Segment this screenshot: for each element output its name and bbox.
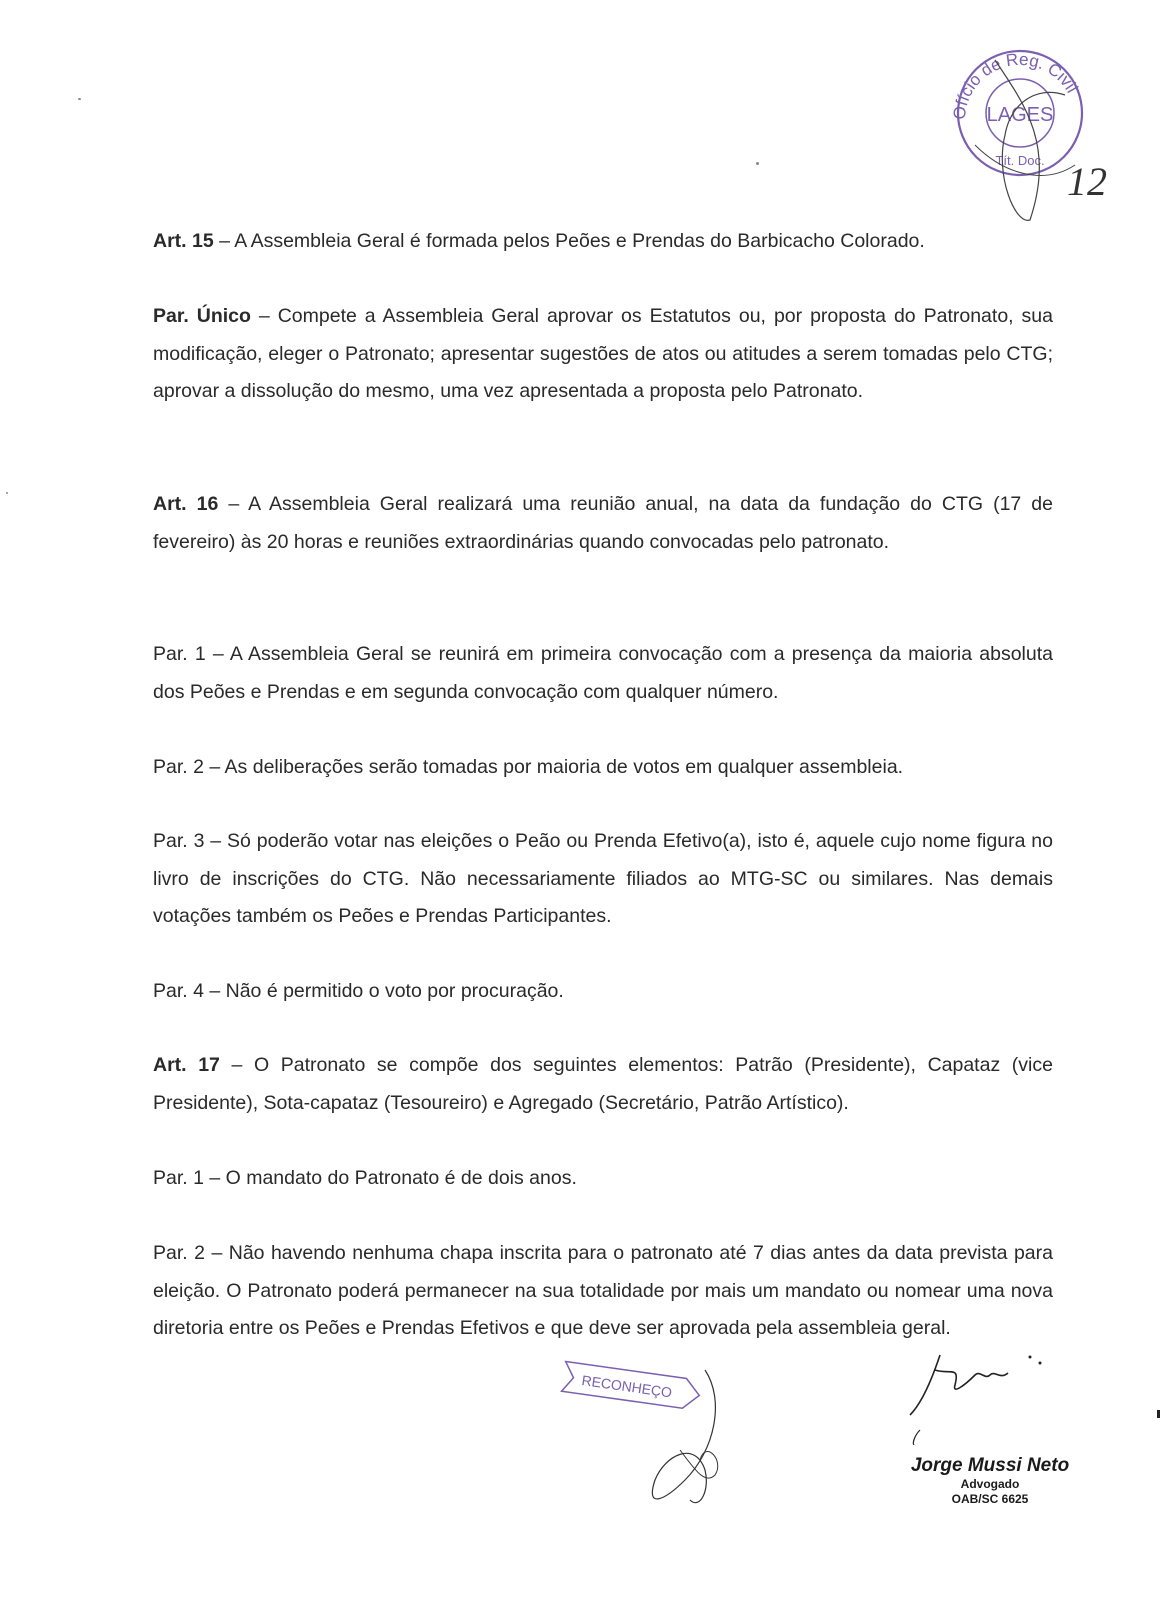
signature-block bbox=[880, 1455, 1100, 1507]
stamp-lower-text: Tít. Doc. bbox=[995, 153, 1045, 168]
scan-speck bbox=[756, 162, 759, 165]
signature-scribble bbox=[995, 60, 1065, 220]
article-label: Art. 16 bbox=[153, 493, 219, 515]
paragraph-text: Par. 3 – Só poderão votar nas eleições o Peão ou Prenda Efetivo(a), isto é, aquele cujo nome figura no livro de inscrições do CTG. Não necessariamente filiados ao MTG-SC ou similares. Nas demais votações também os Peões e Prendas Participantes. bbox=[153, 830, 1053, 927]
paragraph-text: – A Assembleia Geral realizará uma reunião anual, na data da fundação do CTG (17 de fevereiro) às 20 horas e reuniões extraordinárias quando convocadas pelo patronato. bbox=[153, 493, 1053, 553]
recognition-stamp bbox=[555, 1360, 765, 1520]
paragraph-text: Par. 2 – Não havendo nenhuma chapa inscrita para o patronato até 7 dias antes da data prevista para eleição. O Patronato poderá permanecer na sua totalidade por mais um mandato ou nomear uma nova diretoria entre os Peões e Prendas Efetivos e que deve ser aprovada pela assembleia geral. bbox=[153, 1242, 1053, 1339]
scan-speck bbox=[6, 492, 8, 494]
signer-name: Jorge Mussi Neto bbox=[910, 1455, 1070, 1476]
stamp-ring-text: Ofício de Reg. Civil bbox=[949, 49, 1082, 121]
paragraph-art-16 bbox=[153, 486, 1053, 561]
paragraph-text: – A Assembleia Geral é formada pelos Peões e Prendas do Barbicacho Colorado. bbox=[213, 230, 925, 252]
lawyer-handwritten-signature bbox=[890, 1335, 1060, 1445]
paragraph-text: Par. 1 – A Assembleia Geral se reunirá em primeira convocação com a presença da maioria absoluta dos Peões e Prendas e em segunda convocação com qualquer número. bbox=[153, 643, 1053, 703]
paragraph-art-16-par-2 bbox=[153, 749, 1053, 787]
paragraph-text: Par. 2 – As deliberações serão tomadas por maioria de votos em qualquer assembleia. bbox=[153, 756, 904, 778]
paragraph-art-16-par-3 bbox=[153, 823, 1053, 936]
paragraph-text: – Compete a Assembleia Geral aprovar os Estatutos ou, por proposta do Patronato, sua modificação, eleger o Patronato; apresentar sugestões de atos ou atitudes a serem tomadas pelo CTG; aprovar a dissolução do mesmo, uma vez apresentada a proposta pelo Patronato. bbox=[153, 305, 1053, 402]
paragraph-art-17-par-1 bbox=[153, 1160, 1053, 1198]
signer-title: Advogado bbox=[960, 1477, 1020, 1491]
paragraph-art-17 bbox=[153, 1047, 1053, 1122]
paragraph-art-16-par-1 bbox=[153, 636, 1053, 711]
recognition-stamp-text: RECONHEÇO bbox=[580, 1372, 674, 1401]
article-label: Art. 17 bbox=[153, 1054, 220, 1076]
paragraph-par-unico bbox=[153, 298, 1053, 411]
stamp-city: LAGES bbox=[986, 104, 1054, 126]
signer-registration: OAB/SC 6625 bbox=[951, 1492, 1029, 1506]
scan-speck bbox=[1157, 1410, 1160, 1418]
registry-stamp bbox=[935, 25, 1110, 235]
notary-signature-loop bbox=[680, 1450, 718, 1478]
paragraph-text: Par. 4 – Não é permitido o voto por procuração. bbox=[153, 980, 564, 1002]
article-label: Par. Único bbox=[153, 305, 251, 327]
paragraph-art-15 bbox=[153, 223, 1053, 261]
paragraph-art-16-par-4 bbox=[153, 973, 1053, 1011]
paragraph-text: Par. 1 – O mandato do Patronato é de dois anos. bbox=[153, 1167, 577, 1189]
paragraph-art-17-par-2 bbox=[153, 1235, 1053, 1348]
page-number: 12 bbox=[1067, 159, 1107, 204]
paragraph-text: – O Patronato se compõe dos seguintes elementos: Patrão (Presidente), Capataz (vice Presidente), Sota-capataz (Tesoureiro) e Agregado (Secretário, Patrão Artístico). bbox=[153, 1054, 1053, 1114]
article-label: Art. 15 bbox=[153, 230, 214, 252]
scan-speck bbox=[78, 98, 81, 100]
